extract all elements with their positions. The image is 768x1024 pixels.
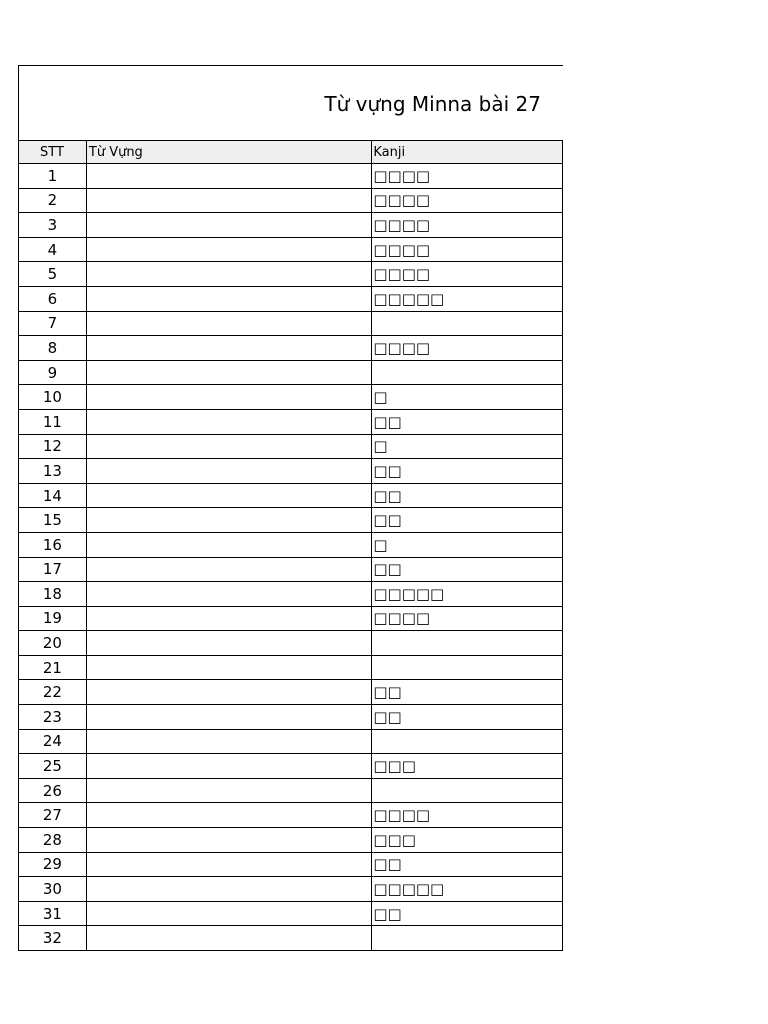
vocab-cell [87, 853, 372, 877]
table-row [18, 385, 563, 410]
stt-cell: 29 [19, 853, 87, 877]
vocab-cell [87, 582, 372, 606]
kanji-cell: □□□□ [372, 164, 563, 188]
vocab-cell [87, 607, 372, 631]
kanji-cell: □□□□□ [372, 582, 563, 606]
table-row [18, 238, 563, 263]
title-row [18, 65, 563, 141]
vocab-cell [87, 803, 372, 827]
vocab-cell [87, 262, 372, 286]
vocab-cell [87, 312, 372, 336]
vocab-cell [87, 779, 372, 803]
kanji-cell: □□ [372, 705, 563, 729]
stt-cell: 13 [19, 459, 87, 483]
kanji-cell: □□ [372, 459, 563, 483]
table-body [18, 164, 563, 951]
vocab-cell [87, 435, 372, 459]
stt-cell: 4 [19, 238, 87, 262]
vocab-cell [87, 828, 372, 852]
vocab-cell [87, 558, 372, 582]
vocab-cell [87, 533, 372, 557]
stt-cell: 6 [19, 287, 87, 311]
stt-cell: 2 [19, 189, 87, 213]
kanji-cell: □ [372, 533, 563, 557]
kanji-cell: □□ [372, 558, 563, 582]
vocab-cell [87, 705, 372, 729]
table-row [18, 312, 563, 337]
table-row [18, 533, 563, 558]
table-row [18, 164, 563, 189]
table-row [18, 484, 563, 509]
kanji-cell: □□ [372, 680, 563, 704]
vocab-cell [87, 926, 372, 950]
table-row [18, 828, 563, 853]
vocab-cell [87, 656, 372, 680]
table-row [18, 902, 563, 927]
table-row [18, 361, 563, 386]
stt-cell: 30 [19, 877, 87, 901]
table-row [18, 262, 563, 287]
header-kanji: Kanji [372, 141, 563, 163]
header-stt: STT [19, 141, 87, 163]
vocab-cell [87, 459, 372, 483]
stt-cell: 21 [19, 656, 87, 680]
vocab-cell [87, 164, 372, 188]
table-row [18, 558, 563, 583]
table-row [18, 779, 563, 804]
sheet-title: Từ vựng Minna bài 27 [324, 92, 541, 116]
kanji-cell: □□□□□ [372, 877, 563, 901]
stt-cell: 22 [19, 680, 87, 704]
table-row [18, 459, 563, 484]
table-row [18, 336, 563, 361]
stt-cell: 26 [19, 779, 87, 803]
stt-cell: 11 [19, 410, 87, 434]
vocab-cell [87, 361, 372, 385]
stt-cell: 5 [19, 262, 87, 286]
stt-cell: 14 [19, 484, 87, 508]
kanji-cell: □□ [372, 410, 563, 434]
stt-cell: 15 [19, 508, 87, 532]
vocab-cell [87, 484, 372, 508]
table-row [18, 631, 563, 656]
header-vocab: Từ Vựng [87, 141, 372, 163]
stt-cell: 27 [19, 803, 87, 827]
vocab-cell [87, 680, 372, 704]
vocab-cell [87, 189, 372, 213]
vocab-cell [87, 287, 372, 311]
kanji-cell [372, 926, 563, 950]
table-row [18, 213, 563, 238]
vocab-cell [87, 238, 372, 262]
vocab-cell [87, 385, 372, 409]
kanji-cell: □□□ [372, 828, 563, 852]
stt-cell: 25 [19, 754, 87, 778]
stt-cell: 31 [19, 902, 87, 926]
kanji-cell: □□□□ [372, 607, 563, 631]
table-row [18, 435, 563, 460]
vocab-cell [87, 877, 372, 901]
kanji-cell: □□ [372, 484, 563, 508]
kanji-cell: □□ [372, 853, 563, 877]
stt-cell: 1 [19, 164, 87, 188]
table-row [18, 926, 563, 951]
kanji-cell [372, 779, 563, 803]
kanji-cell [372, 361, 563, 385]
vocab-cell [87, 631, 372, 655]
stt-cell: 18 [19, 582, 87, 606]
table-row [18, 287, 563, 312]
table-row [18, 656, 563, 681]
kanji-cell: □□ [372, 902, 563, 926]
stt-cell: 12 [19, 435, 87, 459]
kanji-cell: □□□□ [372, 189, 563, 213]
kanji-cell: □□ [372, 508, 563, 532]
kanji-cell: □□□□ [372, 262, 563, 286]
vocab-cell [87, 336, 372, 360]
stt-cell: 7 [19, 312, 87, 336]
kanji-cell: □ [372, 385, 563, 409]
table-header [18, 141, 563, 164]
vocab-cell [87, 902, 372, 926]
kanji-cell: □ [372, 435, 563, 459]
stt-cell: 19 [19, 607, 87, 631]
table-row [18, 410, 563, 435]
kanji-cell: □□□□ [372, 213, 563, 237]
stt-cell: 23 [19, 705, 87, 729]
kanji-cell: □□□□ [372, 336, 563, 360]
stt-cell: 10 [19, 385, 87, 409]
table-row [18, 730, 563, 755]
stt-cell: 24 [19, 730, 87, 754]
table-row [18, 877, 563, 902]
vocab-cell [87, 754, 372, 778]
table-row [18, 754, 563, 779]
stt-cell: 20 [19, 631, 87, 655]
kanji-cell: □□□□ [372, 803, 563, 827]
kanji-cell: □□□□ [372, 238, 563, 262]
table-row [18, 508, 563, 533]
vocab-cell [87, 213, 372, 237]
kanji-cell: □□□ [372, 754, 563, 778]
table-row [18, 705, 563, 730]
vocab-cell [87, 730, 372, 754]
stt-cell: 8 [19, 336, 87, 360]
table-row [18, 803, 563, 828]
table-row [18, 582, 563, 607]
kanji-cell [372, 631, 563, 655]
stt-cell: 28 [19, 828, 87, 852]
vocab-cell [87, 508, 372, 532]
table-row [18, 607, 563, 632]
kanji-cell: □□□□□ [372, 287, 563, 311]
stt-cell: 3 [19, 213, 87, 237]
table-row [18, 680, 563, 705]
table-row [18, 853, 563, 878]
kanji-cell [372, 730, 563, 754]
kanji-cell [372, 656, 563, 680]
stt-cell: 32 [19, 926, 87, 950]
stt-cell: 16 [19, 533, 87, 557]
stt-cell: 17 [19, 558, 87, 582]
vocabulary-sheet [18, 65, 563, 951]
table-row [18, 189, 563, 214]
vocab-cell [87, 410, 372, 434]
stt-cell: 9 [19, 361, 87, 385]
kanji-cell [372, 312, 563, 336]
